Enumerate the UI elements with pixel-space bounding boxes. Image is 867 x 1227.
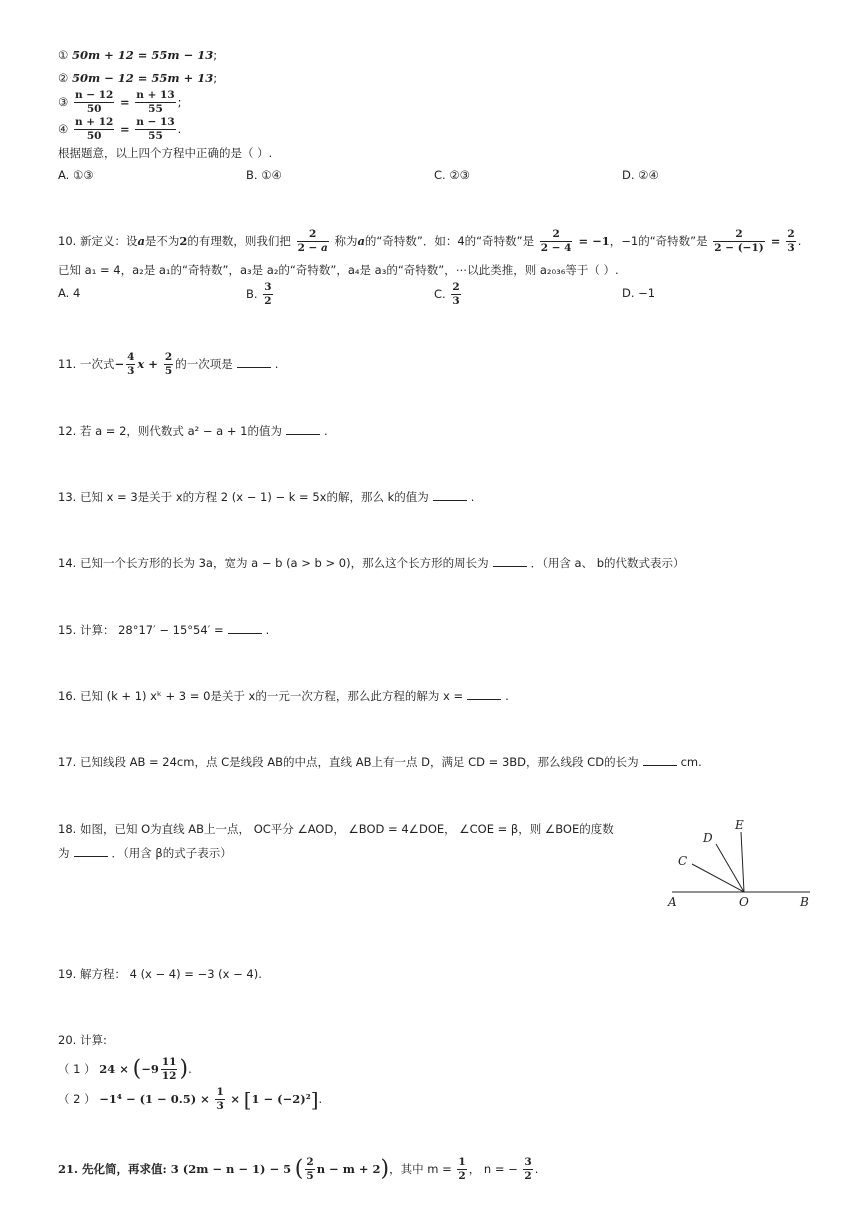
q15-blank[interactable]: [228, 623, 262, 634]
angle-figure: [662, 812, 822, 912]
q14: 14. 已知一个长方形的长为 3a，宽为 a − b (a > b > 0)，那么这个长方形的周长为 ．（用含 a、 b的代数式表示）: [58, 556, 685, 570]
q17: 17. 已知线段 AB = 24cm，点 C是线段 AB的中点，直线 AB上有一点 D，满足 CD = 3BD，那么线段 CD的长为 cm.: [58, 755, 702, 769]
q10-line1: 10. 新定义：设a是不为2的有理数，则我们把 $\frac{2}{2 - a}$ 称为a的“奇特数”．如：4的“奇特数”是 $\frac{2}{2 - 4}$ = −1，−1的“奇特数”是 $\frac{2}{2 - (-1)}$ = $\frac{2}{3}$ .: [58, 228, 802, 254]
q10-option-d[interactable]: D. −1: [622, 286, 656, 300]
q19: 19. 解方程： 4 (x − 4) = −3 (x − 4).: [58, 967, 262, 981]
equation-4: ④ $\frac{n + 12}{50}$ = $\frac{n - 13}{55}$ .: [58, 116, 182, 142]
q14-blank[interactable]: [493, 556, 527, 567]
label-e: E: [735, 818, 744, 832]
q9-option-b[interactable]: B. ①④: [246, 168, 282, 182]
q16-blank[interactable]: [467, 689, 501, 700]
q11-blank[interactable]: [237, 357, 271, 368]
q12-blank[interactable]: [286, 424, 320, 435]
label-o: O: [739, 895, 749, 909]
q13-blank[interactable]: [433, 490, 467, 501]
q11: 11. 一次式− $\frac{4}{3}$ x + $\frac{2}{5}$ 的一次项是 .: [58, 351, 279, 377]
q20-part2: （ 2 ） −1⁴ − (1 − 0.5) × $\frac{1}{3}$ × [1 − (−2)²].: [58, 1086, 323, 1112]
q18-line1: 18. 如图，已知 O为直线 AB上一点， OC平分 ∠AOD， ∠BOD = 4∠DOE， ∠COE = β，则 ∠BOE的度数: [58, 822, 614, 836]
q9-question: 根据题意，以上四个方程中正确的是（ ）.: [58, 146, 273, 160]
q9-option-a[interactable]: A. ①③: [58, 168, 94, 182]
q18-blank[interactable]: [74, 846, 108, 857]
q9-option-c[interactable]: C. ②③: [434, 168, 470, 182]
q9-option-d[interactable]: D. ②④: [622, 168, 659, 182]
label-c: C: [678, 854, 688, 868]
label-d: D: [703, 831, 713, 845]
label-a: A: [668, 895, 677, 909]
q10-option-b[interactable]: B. $\frac{3}{2}$: [246, 281, 272, 307]
q10-line2: 已知 a₁ = 4，a₂是 a₁的“奇特数”，a₃是 a₂的“奇特数”，a₄是 a₃的“奇特数”，⋯以此类推，则 a₂₀₃₆等于（ ）.: [58, 263, 619, 277]
equation-1: ① 50m + 12 = 55m − 13;: [58, 48, 218, 62]
ray-oe: [741, 832, 744, 892]
q20-part1: （ 1 ） 24 × (−9 $\frac{11}{12}$ ).: [58, 1056, 192, 1082]
q16: 16. 已知 (k + 1) xᵏ + 3 = 0是关于 x的一元一次方程，那么此方程的解为 x = .: [58, 689, 509, 703]
equation-2: ② 50m − 12 = 55m + 13;: [58, 71, 218, 85]
q18-line2: 为 ．（用含 β的式子表示）: [58, 846, 232, 860]
q21: 21. 先化简，再求值: 3 (2m − n − 1) − 5 ( $\frac{2}{5}$ n − m + 2)，其中 m = $\frac{1}{2}$ ， n = − $\frac{3}{2}$ .: [58, 1156, 539, 1182]
q13: 13. 已知 x = 3是关于 x的方程 2 (x − 1) − k = 5x的解，那么 k的值为 .: [58, 490, 475, 504]
q20-title: 20. 计算:: [58, 1033, 107, 1047]
q17-blank[interactable]: [643, 755, 677, 766]
q10-option-c[interactable]: C. $\frac{2}{3}$: [434, 281, 460, 307]
q10-option-a[interactable]: A. 4: [58, 286, 81, 300]
q15: 15. 计算： 28°17′ − 15°54′ = .: [58, 623, 270, 637]
equation-3: ③ $\frac{n - 12}{50}$ = $\frac{n + 13}{55}$ ;: [58, 89, 182, 115]
label-b: B: [800, 895, 809, 909]
q12: 12. 若 a = 2，则代数式 a² − a + 1的值为 .: [58, 424, 328, 438]
